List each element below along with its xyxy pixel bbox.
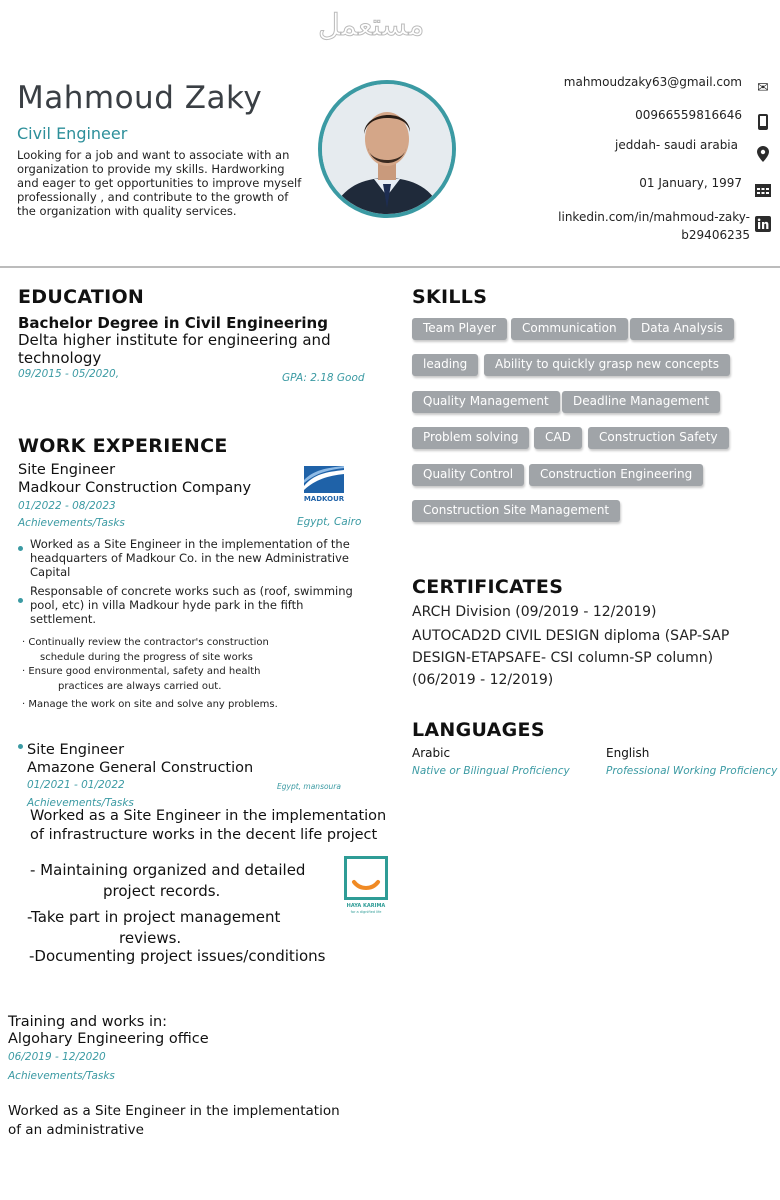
- contact-location: jeddah- saudi arabia: [615, 138, 738, 152]
- bullet-dot: [18, 744, 23, 749]
- calendar-icon: [755, 182, 771, 198]
- skill-tag: Quality Management: [412, 391, 560, 413]
- job1-location: Egypt, Cairo: [297, 516, 362, 528]
- job1-task-3: · Manage the work on site and solve any problems.: [22, 699, 278, 710]
- madkour-logo-text: MADKOUR: [304, 495, 344, 502]
- job2-title: Site Engineer: [27, 742, 125, 758]
- language-1-level: Native or Bilingual Proficiency: [412, 765, 570, 777]
- skill-tag: Data Analysis: [630, 318, 734, 340]
- institute-name: Delta higher institute for engineering and technology: [18, 331, 331, 367]
- envelope-icon: ✉: [757, 80, 769, 96]
- language-2-level: Professional Working Proficiency: [606, 765, 778, 777]
- skill-tag: Problem solving: [412, 427, 529, 449]
- bullet-dot: [18, 598, 23, 603]
- job1-title: Site Engineer: [18, 462, 116, 478]
- job1-bullet-2: Responsable of concrete works such as (roof, swimming pool, etc) in villa Madkour hyde park in the fifth settlement.: [30, 584, 353, 626]
- job1-task-1a: · Continually review the contractor's construction: [22, 637, 269, 648]
- job2-dates: 01/2021 - 01/2022: [27, 779, 125, 791]
- job2-task-3: -Documenting project issues/conditions: [29, 947, 326, 965]
- training-desc-1: Worked as a Site Engineer in the implementation: [8, 1103, 340, 1119]
- job1-task-2b: practices are always carried out.: [58, 681, 222, 692]
- job2-location: Egypt, mansoura: [277, 782, 341, 791]
- skill-tag: Construction Engineering: [529, 464, 703, 486]
- skill-tag: Construction Safety: [588, 427, 729, 449]
- profile-photo: [318, 80, 456, 218]
- job2-company: Amazone General Construction: [27, 760, 254, 776]
- job2-desc-2: of infrastructure works in the decent life project: [30, 827, 378, 843]
- language-2: English: [606, 746, 650, 760]
- header-divider: [0, 266, 780, 268]
- phone-icon: [755, 114, 771, 130]
- watermark-logo: مستعمل: [318, 8, 425, 43]
- job2-desc-1: Worked as a Site Engineer in the implementation: [30, 808, 387, 824]
- language-1: Arabic: [412, 746, 451, 760]
- contact-phone[interactable]: 00966559816646: [635, 108, 742, 122]
- training-company: Algohary Engineering office: [8, 1031, 209, 1047]
- job2-task-1b: project records.: [103, 882, 221, 900]
- skill-tag: Ability to quickly grasp new concepts: [484, 354, 730, 376]
- job2-achievements-label: Achievements/Tasks: [27, 797, 134, 809]
- contact-email[interactable]: mahmoudzaky63@gmail.com: [563, 75, 742, 89]
- madkour-logo: [304, 466, 344, 502]
- skill-tag: CAD: [534, 427, 582, 449]
- job1-task-1b: schedule during the progress of site works: [40, 652, 253, 663]
- job1-achievements-label: Achievements/Tasks: [18, 517, 125, 529]
- haya-karima-logo-text: HAYA KARIMA: [346, 903, 386, 909]
- linkedin-line-1[interactable]: linkedin.com/in/mahmoud-zaky-: [558, 210, 750, 224]
- job-title: Civil Engineer: [17, 124, 128, 143]
- certificate-1: ARCH Division (09/2019 - 12/2019): [412, 604, 657, 620]
- job1-dates: 01/2022 - 08/2023: [18, 500, 116, 512]
- skill-tag: leading: [412, 354, 478, 376]
- haya-karima-logo-tagline: for a dignified life: [350, 910, 382, 914]
- candidate-name: Mahmoud Zaky: [17, 80, 263, 116]
- certificates-heading: CERTIFICATES: [412, 576, 564, 598]
- skill-tag: Construction Site Management: [412, 500, 620, 522]
- contact-linkedin[interactable]: [558, 208, 750, 244]
- education-dates: 09/2015 - 05/2020,: [18, 368, 120, 380]
- skills-heading: SKILLS: [412, 286, 488, 308]
- skill-tag: Quality Control: [412, 464, 524, 486]
- job1-bullet-1: Worked as a Site Engineer in the implementation of the headquarters of Madkour Co. in the new Administrative Capital: [30, 537, 350, 579]
- skill-tag: Deadline Management: [562, 391, 720, 413]
- job2-task-2a: -Take part in project management: [27, 908, 281, 926]
- education-heading: EDUCATION: [18, 286, 145, 308]
- haya-karima-logo: [344, 856, 388, 914]
- training-intro: Training and works in:: [8, 1014, 168, 1030]
- job2-task-1a: - Maintaining organized and detailed: [30, 861, 306, 879]
- education-gpa: GPA: 2.18 Good: [282, 372, 365, 384]
- work-experience-heading: WORK EXPERIENCE: [18, 435, 228, 457]
- degree-title: Bachelor Degree in Civil Engineering: [18, 314, 328, 332]
- profile-summary: Looking for a job and want to associate with an organization to provide my skills. Hardworking and eager to get opportunities to improve myself professionally , and contribute to the growth of the organization with quality services.: [17, 148, 302, 218]
- languages-heading: LANGUAGES: [412, 719, 545, 741]
- job1-task-2a: · Ensure good environmental, safety and health: [22, 666, 261, 677]
- training-desc-2: of an administrative: [8, 1122, 144, 1138]
- linkedin-line-2[interactable]: b29406235: [681, 228, 750, 242]
- contact-birthdate: 01 January, 1997: [639, 176, 742, 190]
- skill-tag: Team Player: [412, 318, 507, 340]
- job1-company: Madkour Construction Company: [18, 480, 252, 496]
- training-achievements-label: Achievements/Tasks: [8, 1070, 115, 1082]
- skill-tag: Communication: [511, 318, 628, 340]
- bullet-dot: [18, 546, 23, 551]
- location-pin-icon: [755, 146, 771, 162]
- job2-task-2b: reviews.: [119, 929, 182, 947]
- certificate-2: AUTOCAD2D CIVIL DESIGN diploma (SAP-SAP DESIGN-ETAPSAFE- CSI column-SP column) (06/2019 - 12/2019): [412, 628, 730, 688]
- linkedin-icon: [755, 216, 771, 232]
- training-dates: 06/2019 - 12/2020: [8, 1051, 106, 1063]
